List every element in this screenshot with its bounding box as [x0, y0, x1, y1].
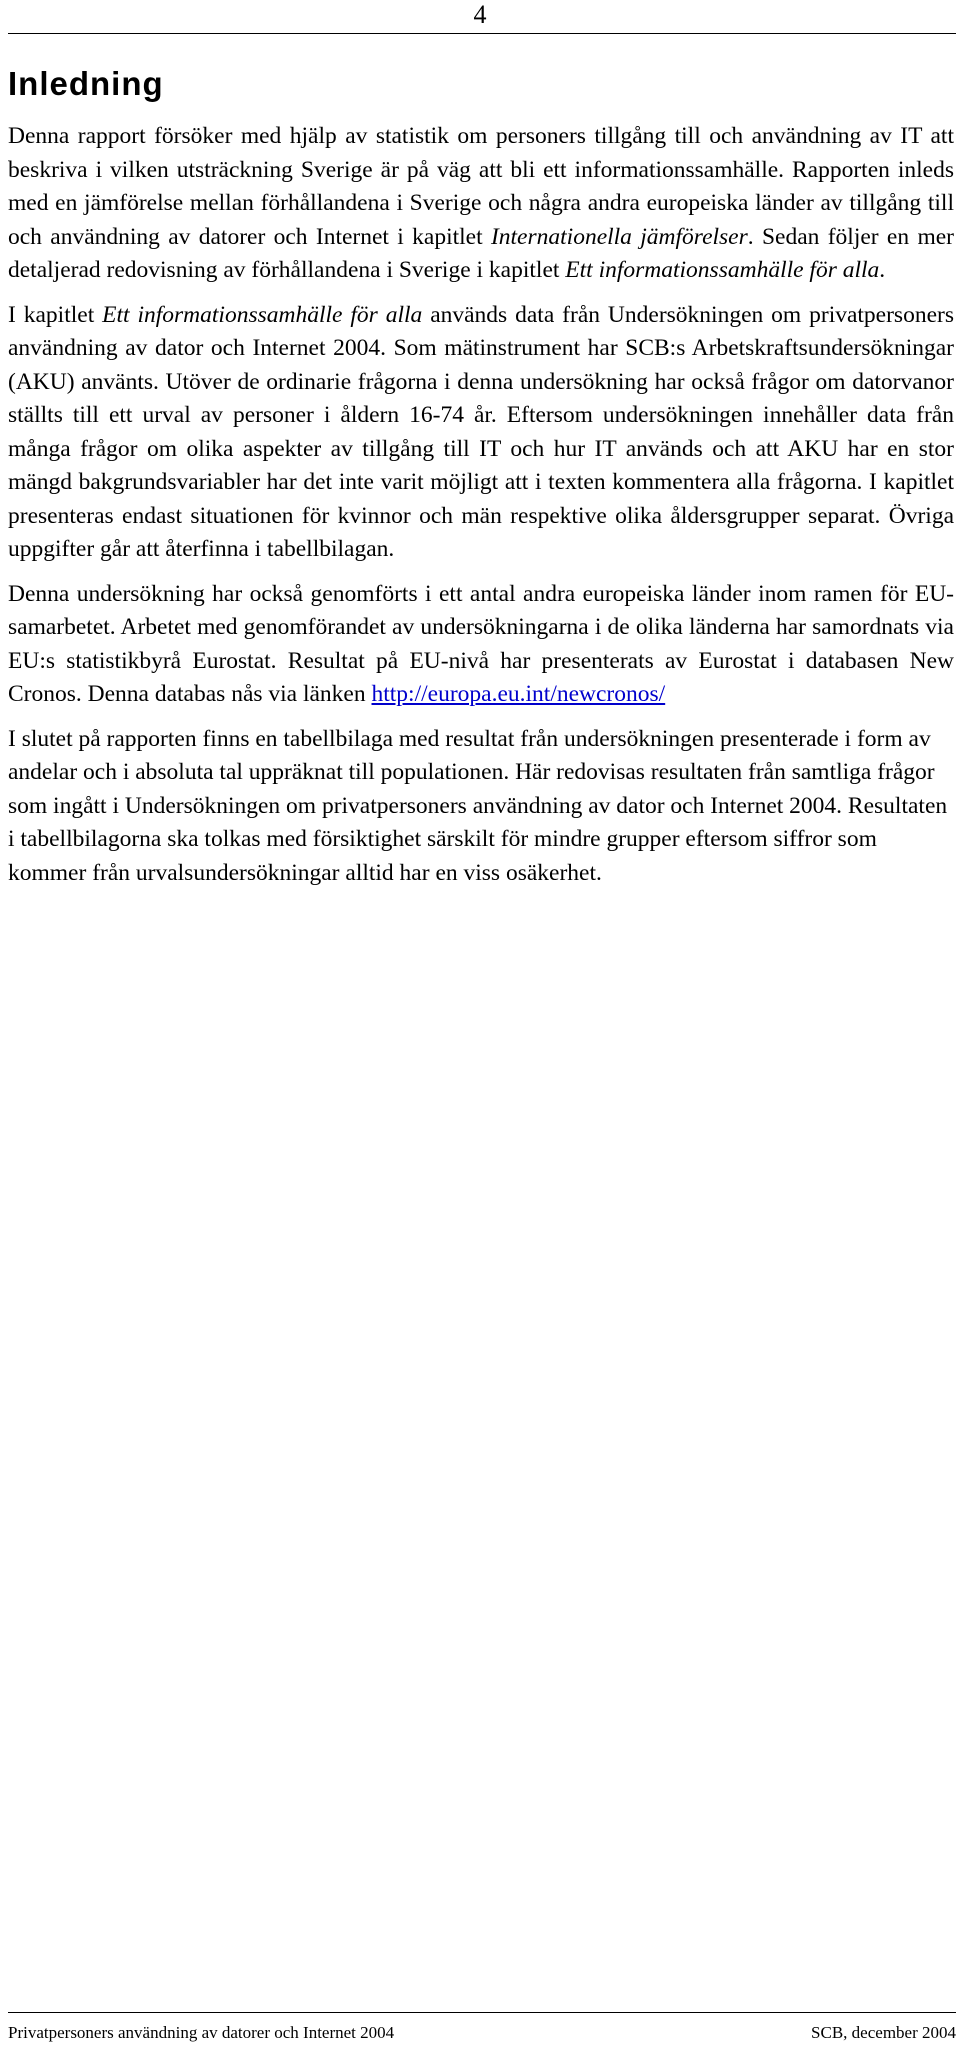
text: Denna undersökning har också genomförts i ett antal andra europeiska länder inom ramen för EU-samarbetet. Arbetet med genomförandet av undersökningarna i de olika länderna har samordnats via EU:s statistikbyrå Eurostat. Resultat på EU-nivå har presenterats av Eurostat i databasen New Cronos. Denna databas nås via länken [8, 580, 954, 707]
footer-report-title: Privatpersoners användning av datorer och Internet 2004 [8, 2023, 395, 2042]
header-rule [8, 33, 956, 34]
paragraph-intro [8, 120, 954, 288]
chapter-reference: Ett informationssamhälle för alla [102, 301, 423, 328]
body-text [8, 120, 954, 901]
text: I slutet på rapporten finns en tabellbilaga med resultat från undersökningen presenterade i form av andelar och i absoluta tal uppräknat till populationen. Här redovisas resultaten från samtliga frågor som ingått i Undersökningen om privatpersoners användning av dator och Internet 2004. Resultaten i tabellbilagorna ska tolkas med försiktighet särskilt för mindre grupper eftersom siffror som kommer från urvalsundersökningar alltid har en viss osäkerhet. [8, 725, 948, 886]
section-heading: Inledning [8, 65, 164, 102]
text: I kapitlet [8, 301, 103, 328]
text: . [879, 257, 886, 283]
text: . Sedan följer en mer detaljerad redovisning av förhållandena i Sverige i kapitlet [8, 223, 954, 283]
paragraph-data-source [8, 299, 954, 567]
footer-publisher-date: SCB, december 2004 [811, 2023, 956, 2042]
text: Denna rapport försöker med hjälp av statistik om personers tillgång till och användning av IT att beskriva i vilken utsträckning Sverige är på väg att bli ett informationssamhälle. Rapporten inleds med en jämförelse mellan förhållandena i Sverige och några andra europeiska länder av tillgång till och användning av datorer och Internet i kapitlet [8, 123, 954, 250]
footer-rule [8, 2012, 956, 2013]
newcronos-link[interactable]: http://europa.eu.int/newcronos/ [371, 681, 666, 707]
chapter-reference: Internationella jämförelser [490, 223, 748, 250]
page-number: 4 [473, 0, 487, 29]
chapter-reference: Ett informationssamhälle för alla [565, 257, 880, 283]
paragraph-eu [8, 578, 954, 712]
paragraph-appendix [8, 723, 954, 891]
text: används data från Undersökningen om privatpersoners användning av dator och Internet 2004. Som mätinstrument har SCB:s Arbetskraftsundersökningar (AKU) använts. Utöver de ordinarie frågorna i denna undersökning har också frågor om datorvanor ställts till ett urval av personer i åldern 16-74 år. Eftersom undersökningen innehåller data från många frågor om olika aspekter av tillgång till IT och hur IT används och att AKU har en stor mängd bakgrundsvariabler har det inte varit möjligt att i texten kommentera alla frågorna. I kapitlet presenteras endast situationen för kvinnor och män respektive olika åldersgrupper separat. Övriga uppgifter går att återfinna i tabellbilagan. [8, 301, 954, 562]
